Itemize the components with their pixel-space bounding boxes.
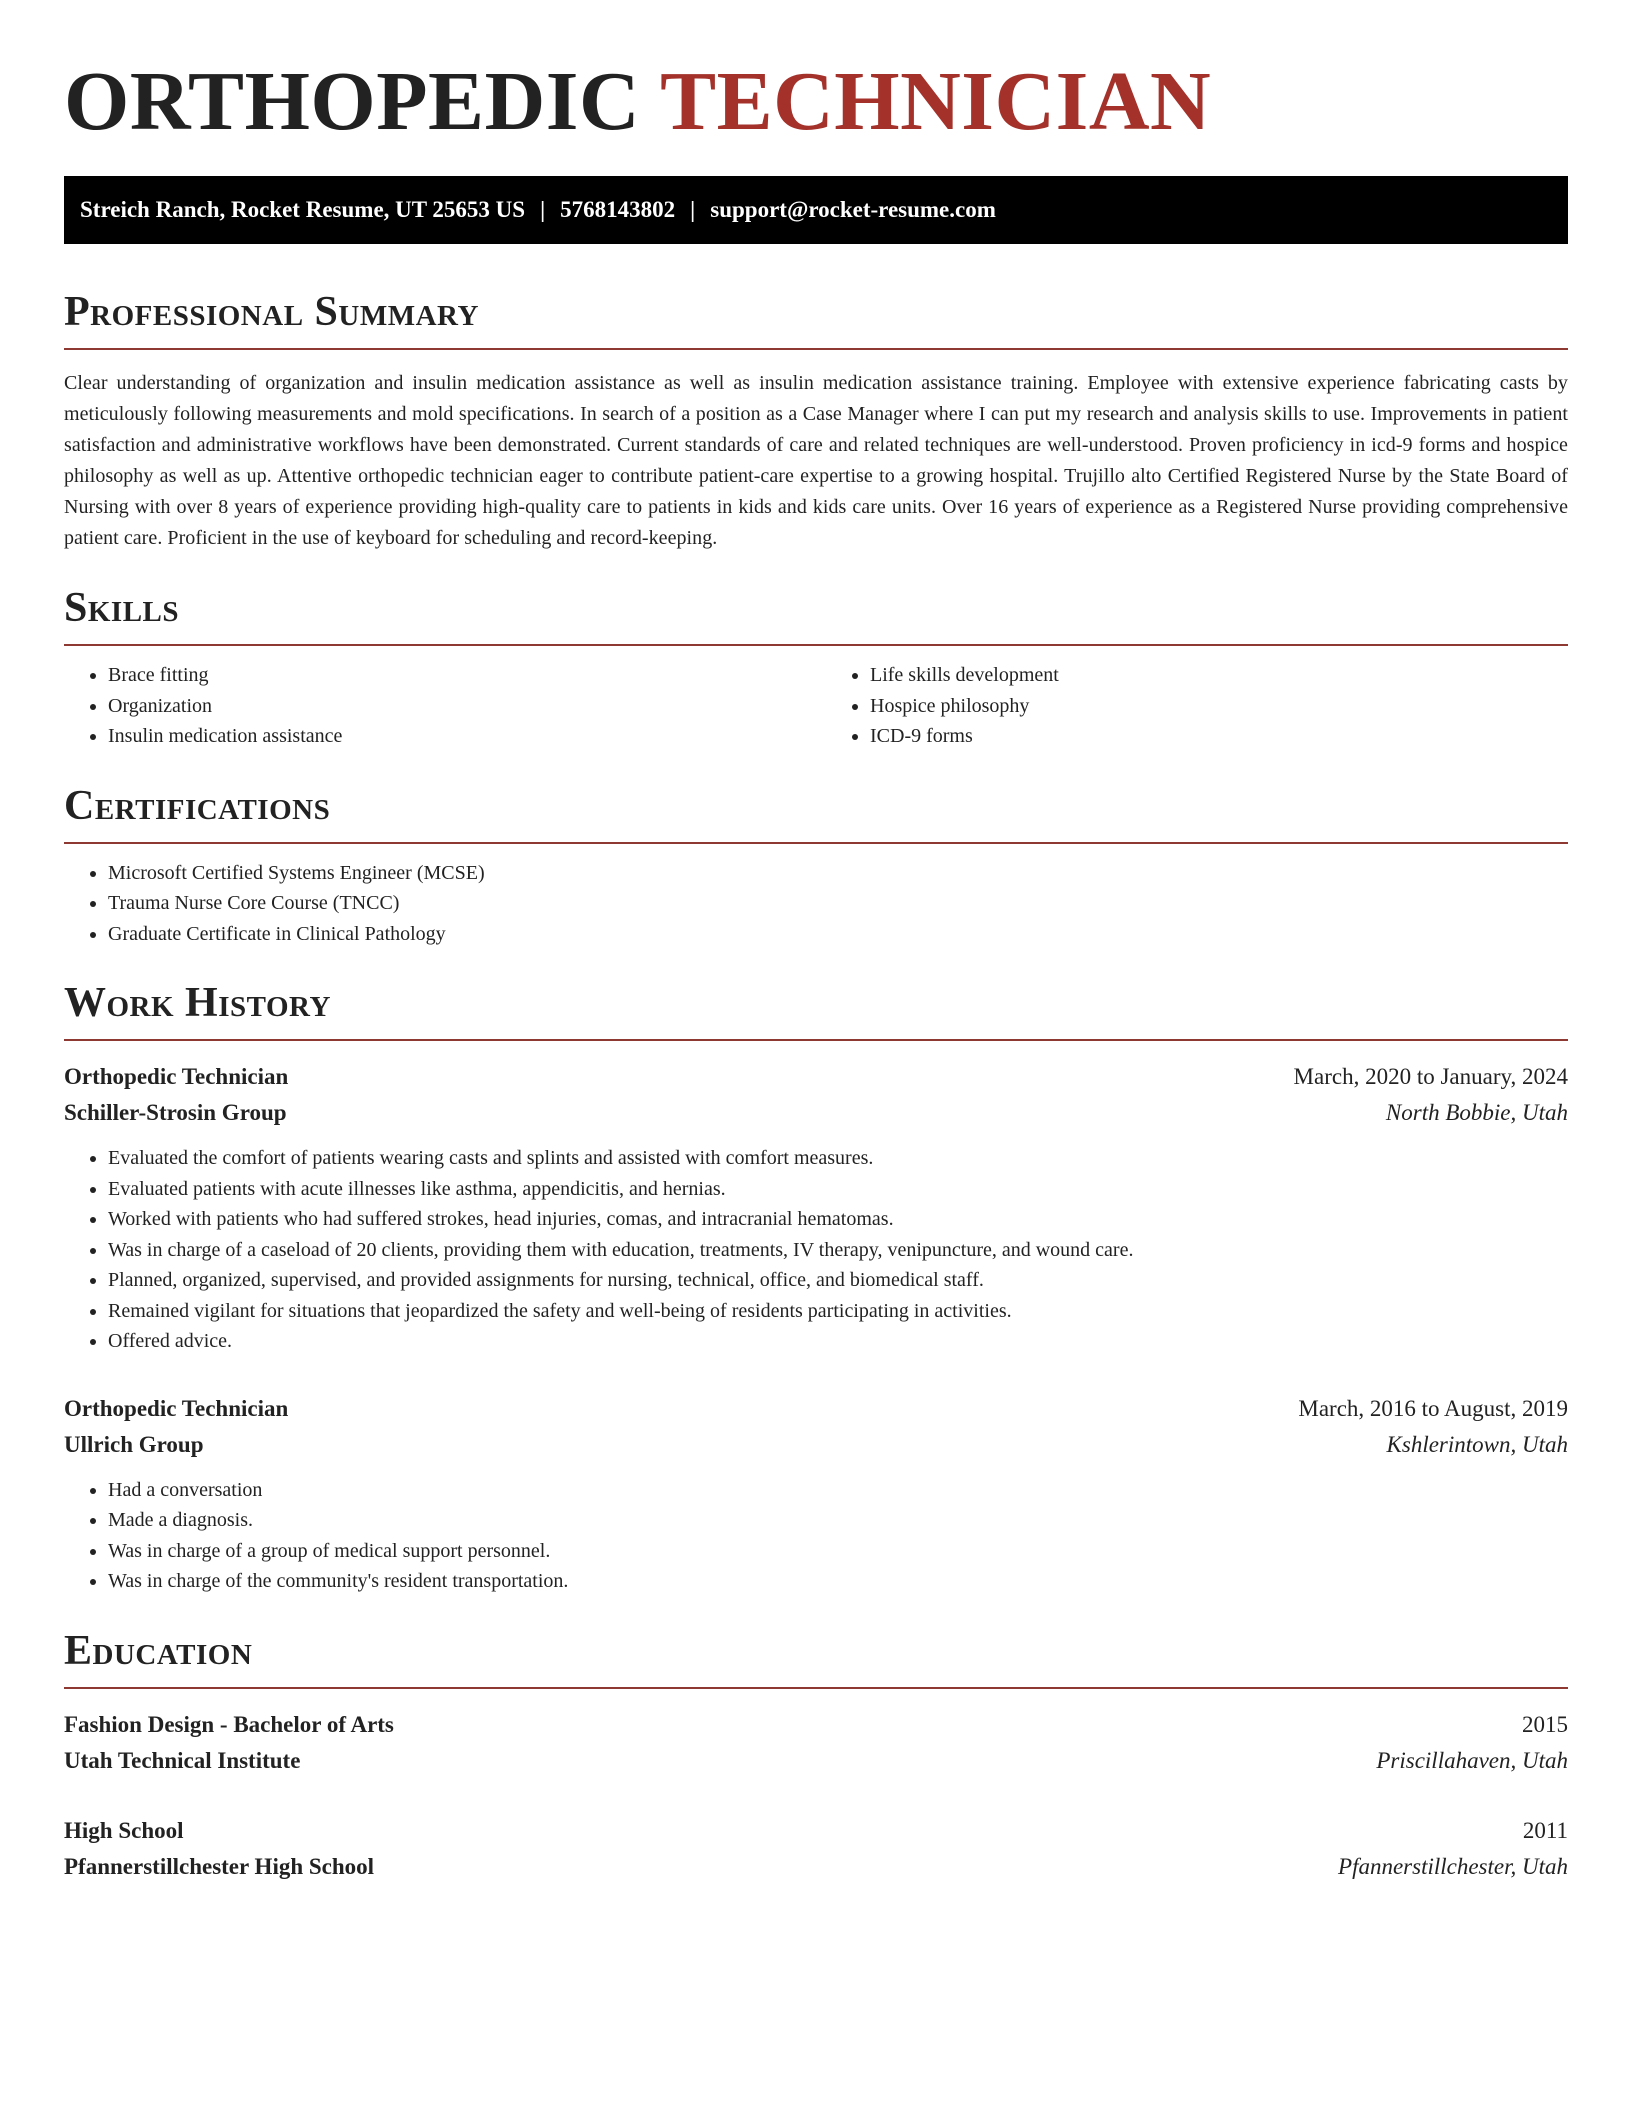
job-entry	[64, 1059, 1568, 1357]
job-header-row	[64, 1059, 1568, 1095]
title-second-word: TECHNICIAN	[660, 55, 1212, 148]
job-duty: • Evaluated patients with acute illnesses like asthma, appendicitis, and hernias.	[108, 1174, 1568, 1205]
skill-item: • ICD-9 forms	[870, 721, 1568, 752]
education-degree: High School	[64, 1817, 184, 1843]
certifications-heading: Certifications	[64, 780, 1568, 844]
job-duty: • Had a conversation	[108, 1475, 1568, 1506]
certification-item: • Microsoft Certified Systems Engineer (MCSE)	[108, 858, 1568, 889]
job-location: North Bobbie, Utah	[1385, 1100, 1568, 1125]
job-title: Orthopedic Technician	[64, 1395, 289, 1421]
skill-item: • Insulin medication assistance	[108, 721, 806, 752]
skills-heading: Skills	[64, 582, 1568, 646]
job-duty: • Worked with patients who had suffered strokes, head injuries, comas, and intracranial hematomas.	[108, 1204, 1568, 1235]
contact-email[interactable]: support@rocket-resume.com	[710, 197, 996, 222]
education-degree-row	[64, 1813, 1568, 1849]
job-duties-list	[64, 1475, 1568, 1597]
job-company: Schiller-Strosin Group	[64, 1100, 287, 1125]
job-dates: March, 2020 to January, 2024	[1293, 1064, 1568, 1089]
skills-grid	[64, 660, 1568, 752]
education-degree: Fashion Design - Bachelor of Arts	[64, 1711, 394, 1737]
education-school: Pfannerstillchester High School	[64, 1853, 375, 1879]
education-section	[64, 1625, 1568, 1885]
skills-section	[64, 582, 1568, 752]
job-duty: • Was in charge of a group of medical support personnel.	[108, 1536, 1568, 1567]
skills-list-left	[64, 660, 806, 752]
work-history-heading: Work History	[64, 977, 1568, 1041]
contact-address: Streich Ranch, Rocket Resume, UT 25653 US	[80, 197, 526, 222]
contact-separator: |	[540, 197, 546, 222]
education-school-row	[64, 1743, 1568, 1779]
job-duty: • Remained vigilant for situations that jeopardized the safety and well-being of residents participating in activities.	[108, 1296, 1568, 1327]
job-duty: • Was in charge of a caseload of 20 clients, providing them with education, treatments, IV therapy, venipuncture, and wound care.	[108, 1235, 1568, 1266]
skill-item: • Life skills development	[870, 660, 1568, 691]
education-school: Utah Technical Institute	[64, 1747, 301, 1773]
job-duty: • Planned, organized, supervised, and provided assignments for nursing, technical, office, and biomedical staff.	[108, 1265, 1568, 1296]
job-entry	[64, 1391, 1568, 1597]
resume-title	[64, 52, 1568, 152]
skills-list-right	[806, 660, 1568, 752]
job-header-row	[64, 1391, 1568, 1427]
job-duty: • Evaluated the comfort of patients wearing casts and splints and assisted with comfort measures.	[108, 1143, 1568, 1174]
education-entry	[64, 1707, 1568, 1779]
skill-item: • Hospice philosophy	[870, 691, 1568, 722]
summary-text: Clear understanding of organization and insulin medication assistance as well as insulin medication assistance training. Employee with extensive experience fabricating casts by meticulously following measurements and mold specifications. In search of a position as a Case Manager where I can put my research and analysis skills to use. Improvements in patient satisfaction and administrative workflows have been demonstrated. Current standards of care and related techniques are well-understood. Proven proficiency in icd-9 forms and hospice philosophy as well as up. Attentive orthopedic technician eager to contribute patient-care expertise to a growing hospital. Trujillo alto Certified Registered Nurse by the State Board of Nursing with over 8 years of experience providing high-quality care to patients in kids and kids care units. Over 16 years of experience as a Registered Nurse providing comprehensive patient care. Proficient in the use of keyboard for scheduling and record-keeping.	[64, 372, 1568, 549]
job-company: Ullrich Group	[64, 1431, 204, 1457]
job-company-row	[64, 1095, 1568, 1131]
job-duty: • Offered advice.	[108, 1326, 1568, 1357]
education-school-row	[64, 1849, 1568, 1885]
certifications-section	[64, 780, 1568, 950]
education-degree-row	[64, 1707, 1568, 1743]
contact-bar	[64, 176, 1568, 244]
summary-heading: Professional Summary	[64, 286, 1568, 350]
title-first-word: ORTHOPEDIC	[64, 55, 641, 148]
certification-item: • Graduate Certificate in Clinical Pathology	[108, 919, 1568, 950]
job-dates: March, 2016 to August, 2019	[1298, 1395, 1568, 1421]
job-location: Kshlerintown, Utah	[1386, 1431, 1568, 1457]
job-company-row	[64, 1427, 1568, 1463]
contact-separator: |	[690, 197, 696, 222]
work-history-section	[64, 977, 1568, 1597]
skill-item: • Brace fitting	[108, 660, 806, 691]
education-year: 2011	[1522, 1817, 1568, 1843]
education-location: Priscillahaven, Utah	[1376, 1747, 1568, 1773]
certification-item: • Trauma Nurse Core Course (TNCC)	[108, 888, 1568, 919]
job-title: Orthopedic Technician	[64, 1064, 289, 1089]
certifications-list	[64, 858, 1568, 950]
education-year: 2015	[1522, 1711, 1568, 1737]
education-location: Pfannerstillchester, Utah	[1338, 1853, 1568, 1879]
summary-section	[64, 286, 1568, 554]
job-duty: • Was in charge of the community's resident transportation.	[108, 1566, 1568, 1597]
contact-phone: 5768143802	[560, 197, 676, 222]
education-entry	[64, 1813, 1568, 1885]
job-duties-list	[64, 1143, 1568, 1357]
job-duty: • Made a diagnosis.	[108, 1505, 1568, 1536]
skill-item: • Organization	[108, 691, 806, 722]
education-heading: Education	[64, 1625, 1568, 1689]
